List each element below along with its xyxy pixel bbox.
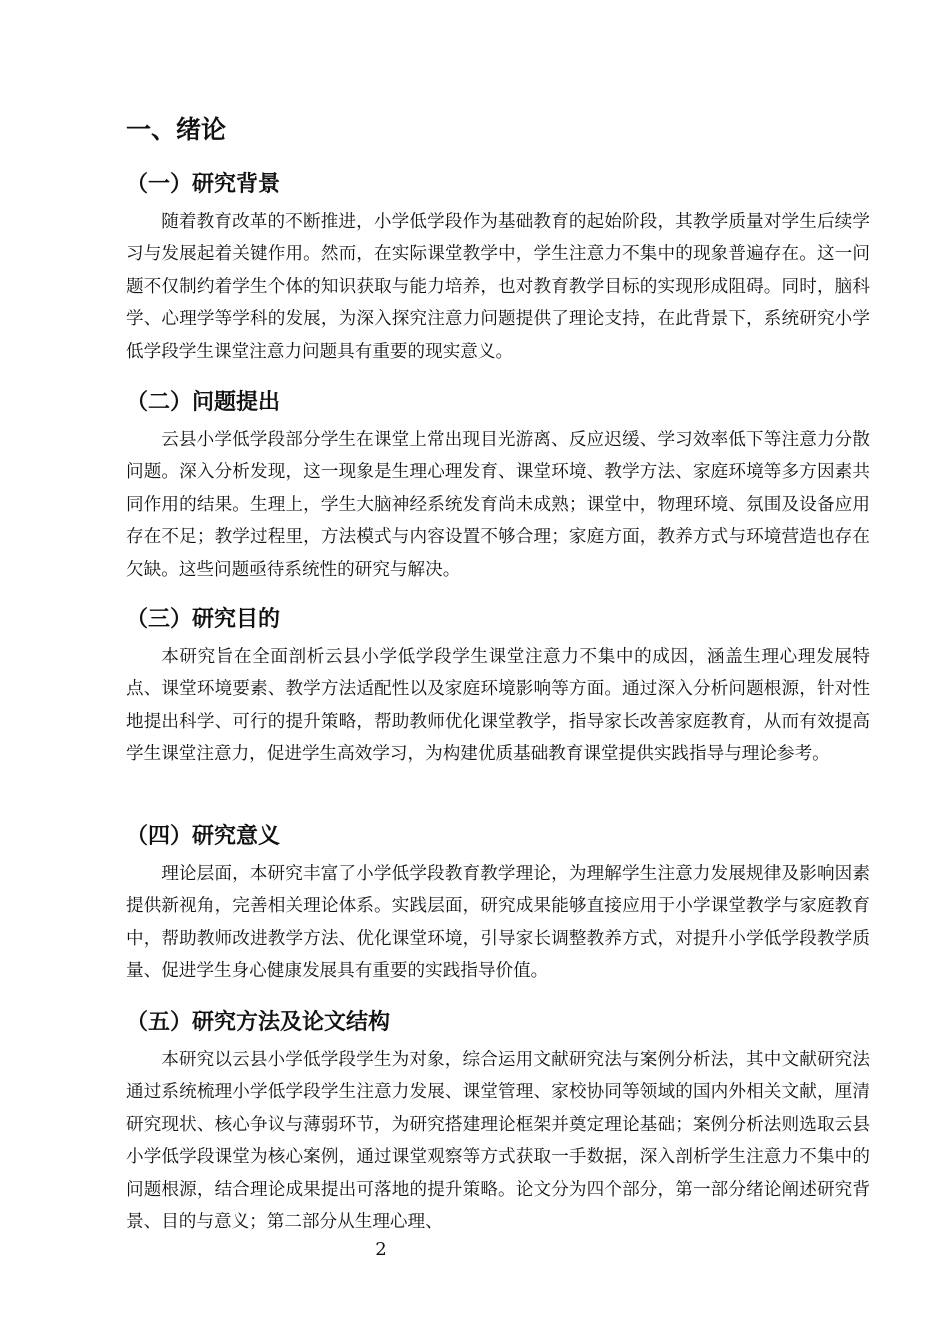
section-heading-purpose: （三）研究目的 [126,607,281,632]
section-paragraph-significance: 理论层面，本研究丰富了小学低学段教育教学理论，为理解学生注意力发展规律及影响因素提供新视角，完善相关理论体系。实践层面，研究成果能够直接应用于小学课堂教学与家庭教育中，帮助教师改进教学方法、优化课堂环境，引导家长调整教养方式，对提升小学低学段教学质量、促进学生身心健康发展具有重要的实践指导价值。 [126,864,870,982]
section-paragraph-methods: 本研究以云县小学低学段学生为对象，综合运用文献研究法与案例分析法，其中文献研究法通过系统梳理小学低学段学生注意力发展、课堂管理、家校协同等领域的国内外相关文献，厘清研究现状、核心争议与薄弱环节，为研究搭建理论框架并奠定理论基础；案例分析法则选取云县小学低学段课堂为核心案例，通过课堂观察等方式获取一手数据，深入剖析学生注意力不集中的问题根源，结合理论成果提出可落地的提升策略。论文分为四个部分，第一部分绪论阐述研究背景、目的与意义；第二部分从生理心理、 [126,1050,870,1233]
section-heading-methods: （五）研究方法及论文结构 [126,1010,391,1035]
section-heading-background: （一）研究背景 [126,172,281,197]
section-paragraph-problem: 云县小学低学段部分学生在课堂上常出现目光游离、反应迟缓、学习效率低下等注意力分散问题。深入分析发现，这一现象是生理心理发育、课堂环境、教学方法、家庭环境等多方因素共同作用的结果。生理上，学生大脑神经系统发育尚未成熟；课堂中，物理环境、氛围及设备应用存在不足；教学过程里，方法模式与内容设置不够合理；家庭方面，教养方式与环境营造也存在欠缺。这些问题亟待系统性的研究与解决。 [126,430,870,580]
section-paragraph-background: 随着教育改革的不断推进，小学低学段作为基础教育的起始阶段，其教学质量对学生后续学习与发展起着关键作用。然而，在实际课堂教学中，学生注意力不集中的现象普遍存在。这一问题不仅制约着学生个体的知识获取与能力培养，也对教育教学目标的实现形成阻碍。同时，脑科学、心理学等学科的发展，为深入探究注意力问题提供了理论支持，在此背景下，系统研究小学低学段学生课堂注意力问题具有重要的现实意义。 [126,212,870,362]
section-heading-problem: （二）问题提出 [126,390,281,415]
section-paragraph-purpose: 本研究旨在全面剖析云县小学低学段学生课堂注意力不集中的成因，涵盖生理心理发展特点、课堂环境要素、教学方法适配性以及家庭环境影响等方面。通过深入分析问题根源，针对性地提出科学、可行的提升策略，帮助教师优化课堂教学，指导家长改善家庭教育，从而有效提高学生课堂注意力，促进学生高效学习，为构建优质基础教育课堂提供实践指导与理论参考。 [126,647,870,765]
chapter-title: 一、绪论 [126,115,227,144]
page-number: 2 [375,1239,387,1260]
section-heading-significance: （四）研究意义 [126,824,281,849]
